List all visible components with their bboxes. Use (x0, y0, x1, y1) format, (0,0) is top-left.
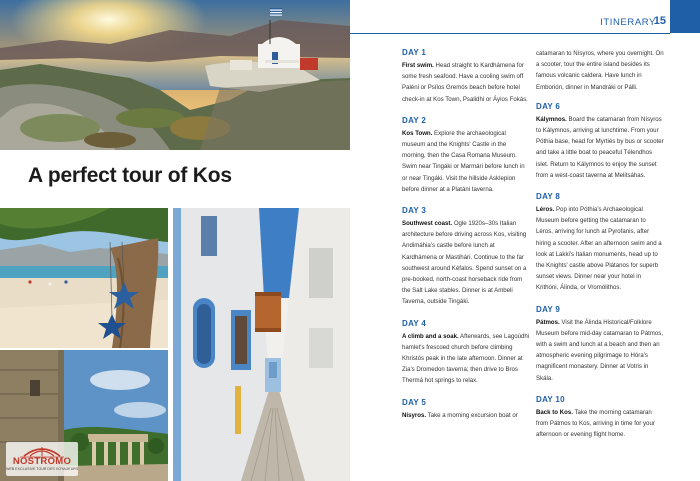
day-lead: First swim. (402, 62, 434, 69)
day-heading: DAY 6 (536, 101, 561, 111)
watermark-subtitle: WEB EXCLUSIVE TOUR DES VOYAGEURS (6, 467, 79, 471)
day-heading: DAY 3 (402, 206, 427, 216)
day-description: Head straight to Kardhámena for some fresh seafood. Have a cooling swim off Paléni or Psílos Gremós beach before hotel check-in at Kos Town, Psalidhi or Áyios Fokás. (402, 62, 528, 103)
running-head: ITINERARY (600, 17, 656, 28)
day-heading: DAY 4 (402, 318, 427, 328)
day-description: Ogle 1920s–30s Italian architecture before driving across Kos, visiting Andimáhia's castle before lunch at Kardhámena or Mastihári. Continue to the far southwest around Kéfalos. Spend sunset on a pre-booked, north-coast horseback ride from the Salt Lake stables. Dinner is at Ambeli Taverna, outside Tingáki. (402, 220, 527, 306)
day-heading: DAY 2 (402, 115, 427, 125)
itinerary-day (402, 116, 530, 195)
day-text (536, 114, 664, 181)
day-description: Explore the archaeological museum and the Knights' Castle in the morning, then the Casa Romana Museum. Swim near Tingáki or Marmári before lunch in or near Tingáki. Visit the hillside Asklepion before dinner at a Platáni taverna. (402, 129, 525, 193)
day-description: Afterwards, see Lagoúdhi hamlet's frescoed church before climbing Khristós peak in the late afternoon. Dinner at Zia's Dromedon taverna; then drive to Bros Thermá hot springs to relax. (402, 332, 530, 385)
day-description: Take the morning catamaran from Pátmos to Kos, arriving in time for your afternoon or evening flight home. (536, 408, 655, 439)
day-lead: Back to Kos. (536, 408, 573, 416)
right-page (350, 0, 700, 481)
day-lead: A climb and a soak. (402, 332, 459, 340)
itinerary-day (402, 48, 530, 105)
day-lead: Nísyros. (402, 411, 427, 419)
day-text (402, 331, 530, 387)
day-text (536, 204, 664, 294)
watermark-title: NOSTROMO (12, 456, 72, 467)
publisher-watermark (6, 442, 78, 476)
itinerary-column-right (536, 48, 664, 451)
page-number: 15 (653, 15, 666, 27)
day-heading: DAY 5 (402, 397, 427, 407)
day-lead: Kálymnos. (536, 115, 567, 123)
itinerary-day (402, 398, 530, 421)
day-heading: DAY 8 (536, 192, 561, 202)
day-lead: Kos Town. (402, 129, 433, 137)
day-text (402, 128, 530, 195)
day-5-continuation: catamaran to Nísyros, where you overnight. On a scooter, tour the entire island besides its famous volcanic caldera. Have lunch in Emborión, dinner in Mandráki or Pálli. (536, 50, 664, 91)
itinerary-column-left (402, 48, 530, 432)
page-tab-marker (670, 0, 700, 33)
day-text (402, 60, 530, 105)
itinerary-day (536, 102, 664, 181)
day-lead: Southwest coast. (402, 220, 453, 228)
harbour-sunset-chapel-photo (0, 0, 350, 150)
day-description: Visit the Álinda Historical/Folklore Museum before mid-day catamaran to Pátmos, with a swim and lunch at a beach and then an atmospheric evening pilgrimage to Hóra's magnificent monastery. Dinner at Votris in Skála. (536, 318, 664, 382)
day-heading: DAY 1 (402, 48, 427, 57)
day-text (402, 218, 530, 308)
itinerary-day (536, 192, 664, 294)
day-heading: DAY 9 (536, 304, 561, 314)
day-lead: Léros. (536, 206, 555, 214)
day-heading: DAY 10 (536, 394, 565, 404)
itinerary-day (536, 305, 664, 384)
itinerary-day (402, 319, 530, 387)
whitewashed-alley-photo (173, 208, 350, 481)
day-text (536, 317, 664, 384)
beach-starfish-tree-photo (0, 208, 168, 348)
day-text (402, 410, 530, 421)
day-lead: Pátmos. (536, 318, 560, 326)
page-headline: A perfect tour of Kos (28, 164, 232, 187)
itinerary-day (536, 395, 664, 441)
header-rule (350, 33, 670, 34)
day-text (536, 407, 664, 441)
itinerary-day (402, 206, 530, 308)
day-description: Take a morning excursion boat or (426, 411, 518, 419)
day-description: Board the catamaran from Nísyros to Kálymnos, arriving at lunchtime. From your Póthia base, head for Myrtiés by bus or scooter and take a little boat to peaceful Télendhos islet. Return to Kálymnos to enjoy the sunset from a west-coast taverna at Melitsáhas. (536, 115, 664, 179)
day-description: Pop into Póthia's Archaeological Museum before getting the catamaran to Léros, arriving for lunch at Pyrofanis, after hiring a scooter. After an afternoon swim and a look at Lakki's Italian monuments, head up to the Knights' castle above Plátanos for superb sunset views. Dinner near your hotel in Krithóni, Álinda, or Vromólithos. (536, 206, 662, 292)
